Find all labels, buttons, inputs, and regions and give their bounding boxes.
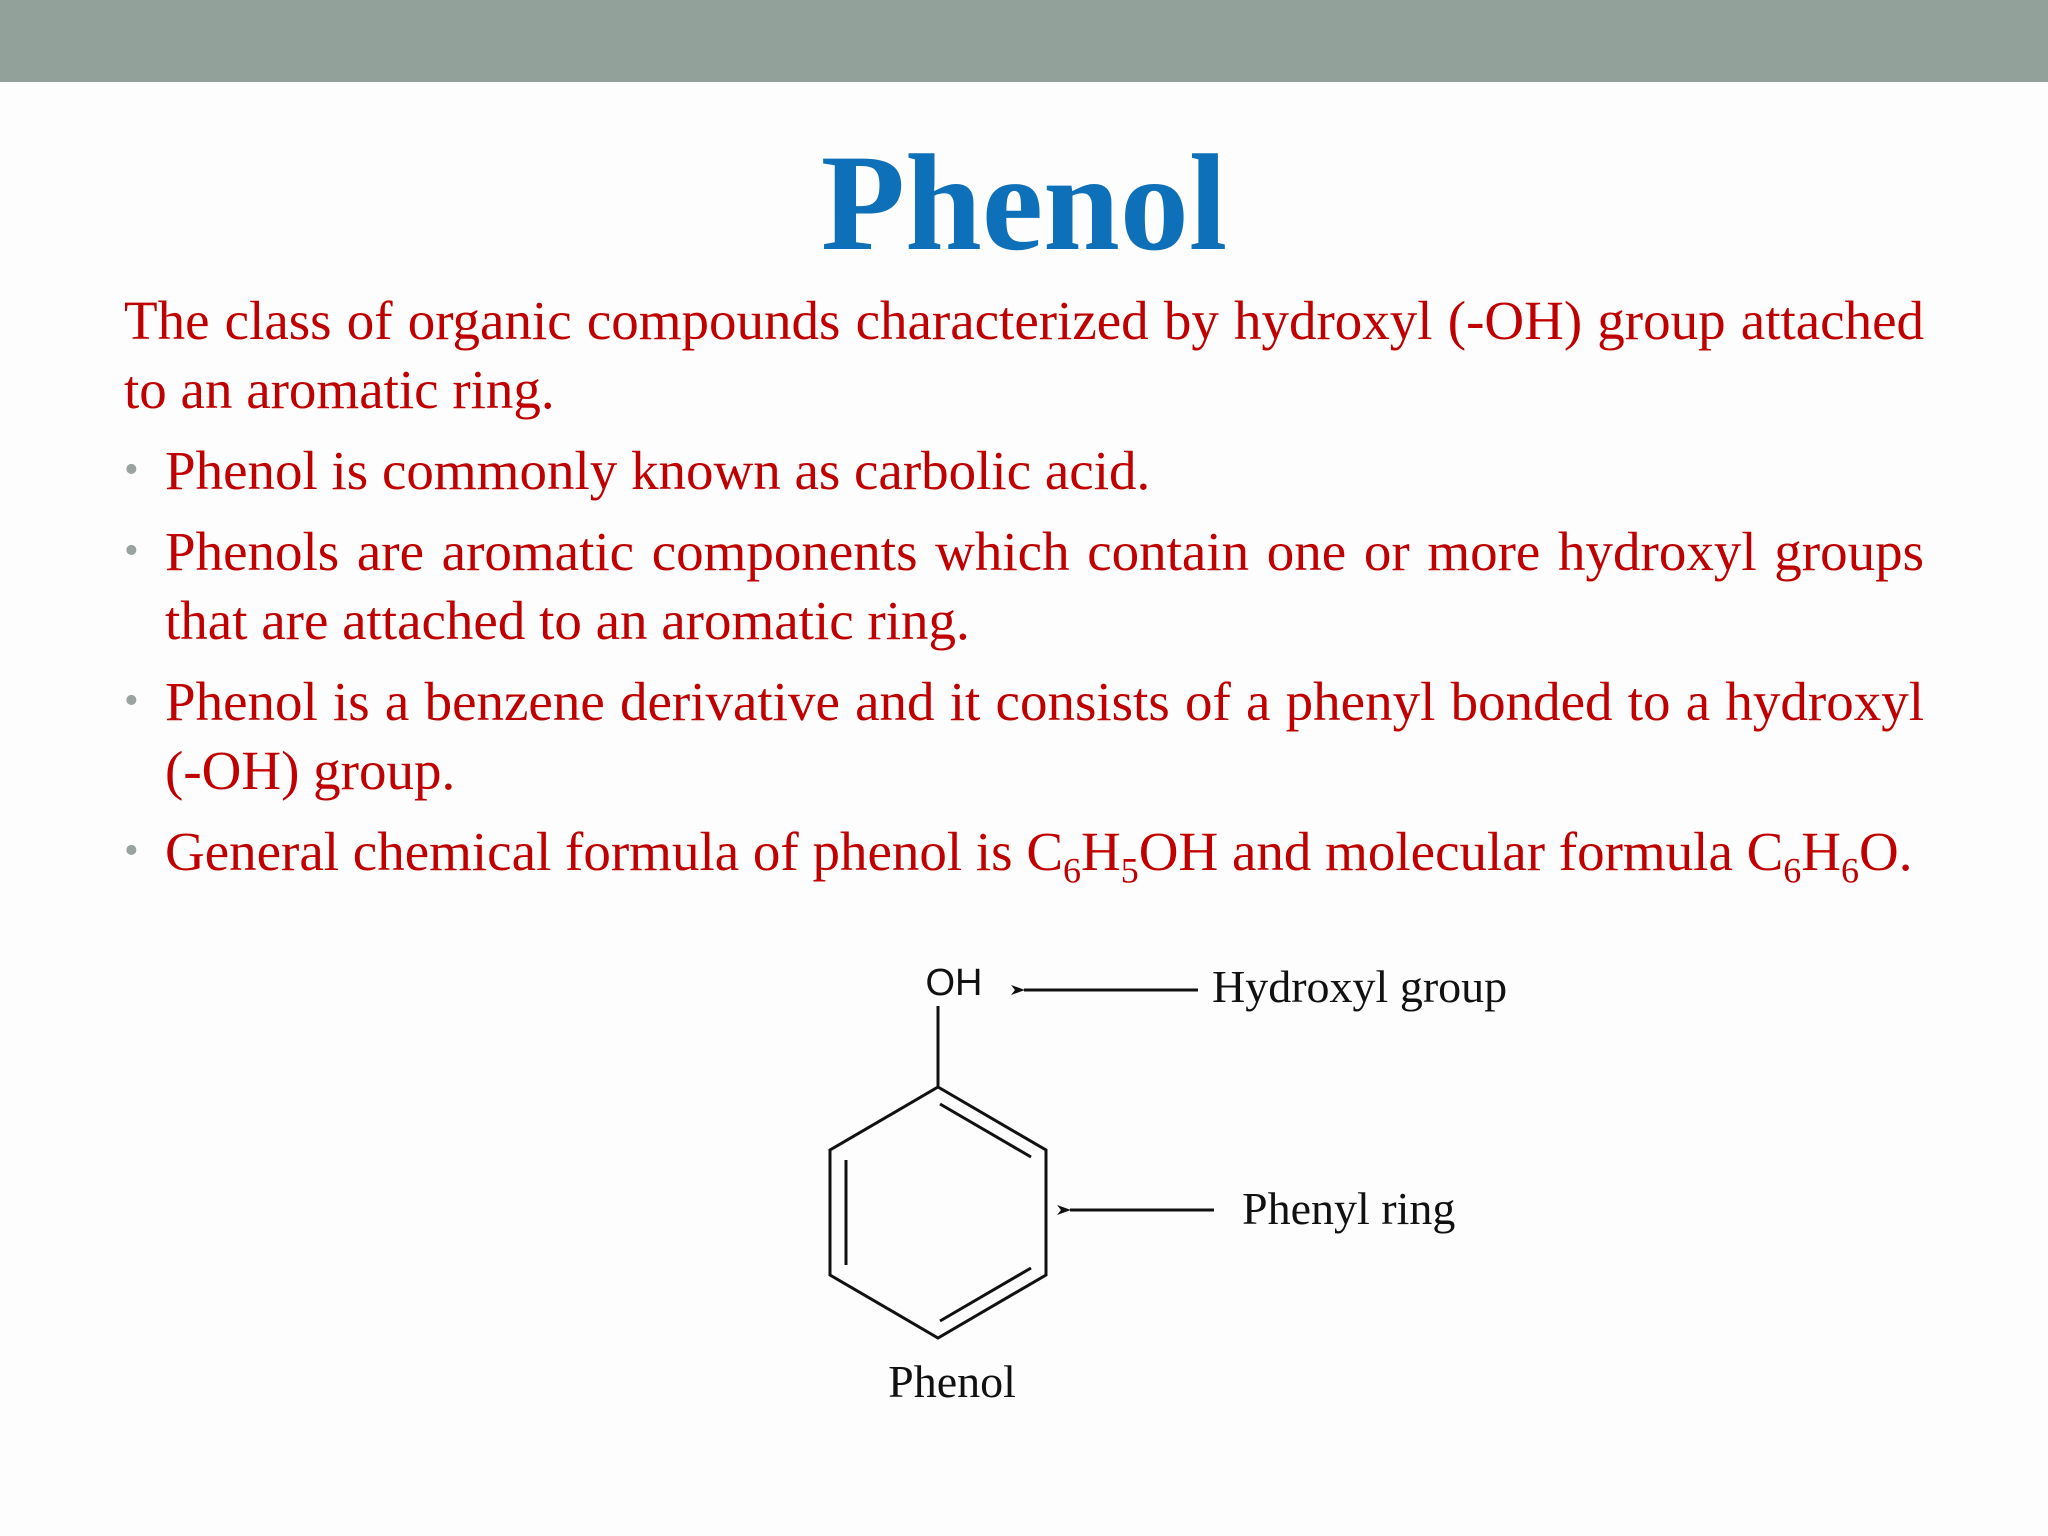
slide-title: Phenol [820,126,1228,279]
formula-h: H [1081,821,1121,882]
bullet-dot-icon: • [124,528,139,574]
formula-end: O. [1859,821,1913,882]
formula-text-2: OH and molecular formula C [1138,821,1784,882]
oh-label: OH [925,962,983,1004]
molecular-h: H [1801,821,1842,882]
hydroxyl-group-label: Hydroxyl group [1212,961,1508,1012]
bullet-text: Phenol is a benzene derivative and it consists of a phenyl bonded to a hydroxyl (-OH) group. [165,671,1924,801]
formula-h-subscript: 5 [1120,850,1139,891]
diagram-caption: Phenol [888,1356,1016,1407]
molecular-h-subscript: 6 [1841,850,1860,891]
benzene-ring [830,1087,1046,1338]
bullet-dot-icon: • [124,828,139,874]
formula-text-1: General chemical formula of phenol is C [165,821,1064,882]
molecular-c-subscript: 6 [1783,850,1802,891]
formula-c-subscript: 6 [1063,850,1082,891]
phenyl-ring-label: Phenyl ring [1242,1183,1456,1234]
bullet-text: Phenols are aromatic components which contain one or more hydroxyl groups that are attached to an aromatic ring. [165,521,1924,651]
bullet-dot-icon: • [124,447,139,493]
intro-paragraph: The class of organic compounds characterized by hydroxyl (-OH) group attached to an aromatic ring. [124,290,1924,420]
bullet-dot-icon: • [124,678,139,724]
bullet-text: Phenol is commonly known as carbolic acid. [165,440,1151,501]
